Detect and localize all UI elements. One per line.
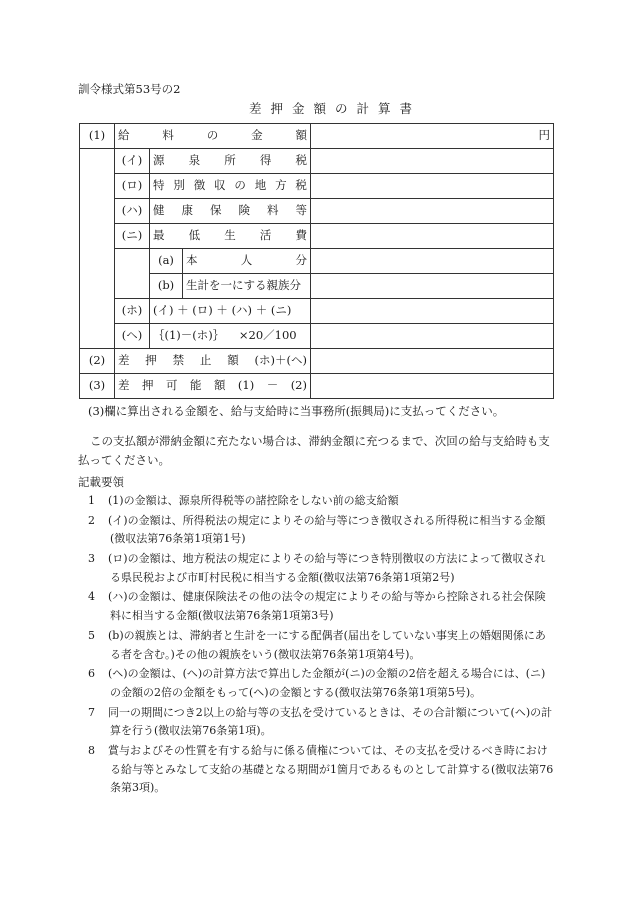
label-glyph: の <box>234 178 246 193</box>
salary-amount-label <box>115 124 311 149</box>
label-glyph: 生 <box>224 228 236 243</box>
instructions-heading: 記載要領 <box>78 475 124 489</box>
row-family <box>80 274 554 299</box>
label-glyph: 泉 <box>188 153 201 168</box>
self-label <box>183 249 311 274</box>
label-glyph: 止 <box>199 353 212 368</box>
label-glyph: 特 <box>153 178 165 193</box>
family-label: 生計を一にする親族分 <box>183 274 311 299</box>
excess-formula: ｛(1)－(ホ)｝ <box>153 328 225 343</box>
sum-value[interactable] <box>311 299 554 324</box>
row-number: (b) <box>150 274 183 299</box>
prohibited-value[interactable] <box>311 349 554 374</box>
family-value[interactable] <box>311 274 554 299</box>
row-possible <box>80 374 554 399</box>
list-item: 7 同一の期間につき2以上の給与等の支払を受けているときは、その合計額について(ヘ)の計算を行う(徴収法第76条第1項)。 <box>88 705 553 738</box>
list-item: 3 (ロ)の金額は、地方税法の規定によりその給与等につき特別徴収の方法によって徴収される県民税および市町村民税に相当する金額(徴収法第76条第1項第2号) <box>88 552 546 584</box>
possible-label <box>115 374 311 399</box>
label-glyph: 料 <box>162 128 174 143</box>
label-glyph: 得 <box>259 153 272 168</box>
row-number: (ヘ) <box>115 324 150 349</box>
label-glyph: 税 <box>295 178 307 193</box>
instructions-list <box>78 492 556 799</box>
label-glyph: 費 <box>295 228 307 243</box>
salary-amount-value[interactable] <box>311 124 554 149</box>
list-item: 6 (ヘ)の金額は、(ヘ)の計算方法で算出した金額が(ニ)の金額の2倍を超える場合には、(ニ)の金額の2倍の金額をもって(ヘ)の金額とする(徴収法第76条第1項第5号)。 <box>88 667 546 699</box>
row-income-tax <box>80 149 554 174</box>
label-glyph: 料 <box>267 203 279 218</box>
row-number: (1) <box>80 124 115 149</box>
income-tax-label <box>150 149 311 174</box>
label-glyph: 禁 <box>172 353 185 368</box>
row-number: (3) <box>80 374 115 399</box>
label-glyph: 健 <box>153 203 165 218</box>
label-glyph: 金 <box>251 128 263 143</box>
label-glyph: 差 <box>118 353 130 368</box>
label-glyph: (1) <box>237 378 255 393</box>
list-item: 4 (ハ)の金額は、健康保険法その他の法令の規定によりその給与等から控除される社会保険料に相当する金額(徴収法第76条第1項第3号) <box>88 590 546 623</box>
possible-value[interactable] <box>311 374 554 399</box>
payment-note: (3)欄に算出される金額を、給与支給時に当事務所(振興局)に支払ってください。 <box>88 404 505 418</box>
row-number: (2) <box>80 349 115 374</box>
label-glyph: (2) <box>290 378 307 393</box>
label-glyph: 税 <box>295 153 307 168</box>
label-glyph: 本 <box>186 253 198 268</box>
label-glyph: の <box>206 128 219 143</box>
row-prohibited <box>80 349 554 374</box>
row-local-tax <box>80 174 554 199</box>
form-number: 訓令様式第53号の2 <box>78 82 181 96</box>
insurance-value[interactable] <box>311 199 554 224</box>
label-glyph: 押 <box>145 353 157 368</box>
label-glyph: 方 <box>275 178 287 193</box>
living-group-spacer <box>115 249 150 299</box>
label-glyph: 収 <box>214 178 226 193</box>
row-salary-amount <box>80 124 554 149</box>
label-glyph: 等 <box>295 203 307 218</box>
calculation-table <box>79 123 554 399</box>
label-glyph: 徴 <box>193 178 206 193</box>
list-item: 2 (イ)の金額は、所得税法の規定によりその給与等につき徴収される所得税に相当する金額(徴収法第76条第1項第1号) <box>88 513 546 546</box>
yen-unit: 円 <box>538 128 550 143</box>
excess-rate: ×20／100 <box>238 328 297 343</box>
label-glyph: 給 <box>118 128 130 143</box>
row-number: (ハ) <box>115 199 150 224</box>
label-glyph: 最 <box>153 228 165 243</box>
shortfall-note: この支払額が滞納金額に充たない場合は、滞納金額に充つるまで、次回の給与支給時も支払ってください。 <box>78 434 550 467</box>
label-glyph: 差 <box>118 378 130 393</box>
insurance-label <box>150 199 311 224</box>
row-number: (a) <box>150 249 183 274</box>
label-glyph: 康 <box>181 203 193 218</box>
list-item: 5 (b)の親族とは、滞納者と生計を一にする配偶者(届出をしていない事実上の婚姻関係にある者を含む。)その他の親族をいう(徴収法第76条第1項第4号)。 <box>88 628 546 661</box>
row-self <box>80 249 554 274</box>
row-living-cost <box>80 224 554 249</box>
label-glyph: 額 <box>295 128 307 143</box>
income-tax-value[interactable] <box>311 149 554 174</box>
local-tax-label <box>150 174 311 199</box>
label-glyph: (ホ)＋(ヘ) <box>254 353 307 368</box>
prohibited-label <box>115 349 311 374</box>
label-glyph: 人 <box>240 253 253 268</box>
label-glyph: 額 <box>213 378 226 393</box>
label-glyph: 地 <box>254 178 267 193</box>
list-item: 1 (1)の金額は、源泉所得税等の諸控除をしない前の総支給額 <box>88 494 399 507</box>
row-number: (ホ) <box>115 299 150 324</box>
row-number: (イ) <box>115 149 150 174</box>
self-value[interactable] <box>311 249 554 274</box>
list-item: 8 賞与およびその性質を有する給与に係る債権については、その支払を受けるべき時における給与等とみなして支給の基礎となる期間が1箇月であるものとして計算する(徴収法第76条第3項)。 <box>88 743 554 795</box>
deduction-group-spacer <box>80 149 115 349</box>
sum-label: (イ) ＋ (ロ) ＋ (ハ) ＋ (ニ) <box>150 299 311 324</box>
label-glyph: 保 <box>210 203 222 218</box>
label-glyph: 押 <box>141 378 154 393</box>
row-number: (ニ) <box>115 224 150 249</box>
label-glyph: 低 <box>188 228 201 243</box>
label-glyph: 所 <box>224 153 236 168</box>
label-glyph: 別 <box>173 178 185 193</box>
label-glyph: 源 <box>153 153 165 168</box>
living-cost-value[interactable] <box>311 224 554 249</box>
local-tax-value[interactable] <box>311 174 554 199</box>
label-glyph: 能 <box>189 378 202 393</box>
living-cost-label <box>150 224 311 249</box>
label-glyph: 険 <box>238 203 250 218</box>
document-title: 差押金額の計算書 <box>248 101 421 116</box>
label-glyph: 可 <box>165 378 178 393</box>
excess-label <box>150 324 311 349</box>
excess-value[interactable] <box>311 324 554 349</box>
label-glyph: 額 <box>227 353 239 368</box>
row-insurance <box>80 199 554 224</box>
label-glyph: 分 <box>295 253 307 268</box>
label-glyph: － <box>266 378 279 393</box>
label-glyph: 活 <box>259 228 272 243</box>
row-sum <box>80 299 554 324</box>
row-excess <box>80 324 554 349</box>
row-number: (ロ) <box>115 174 150 199</box>
